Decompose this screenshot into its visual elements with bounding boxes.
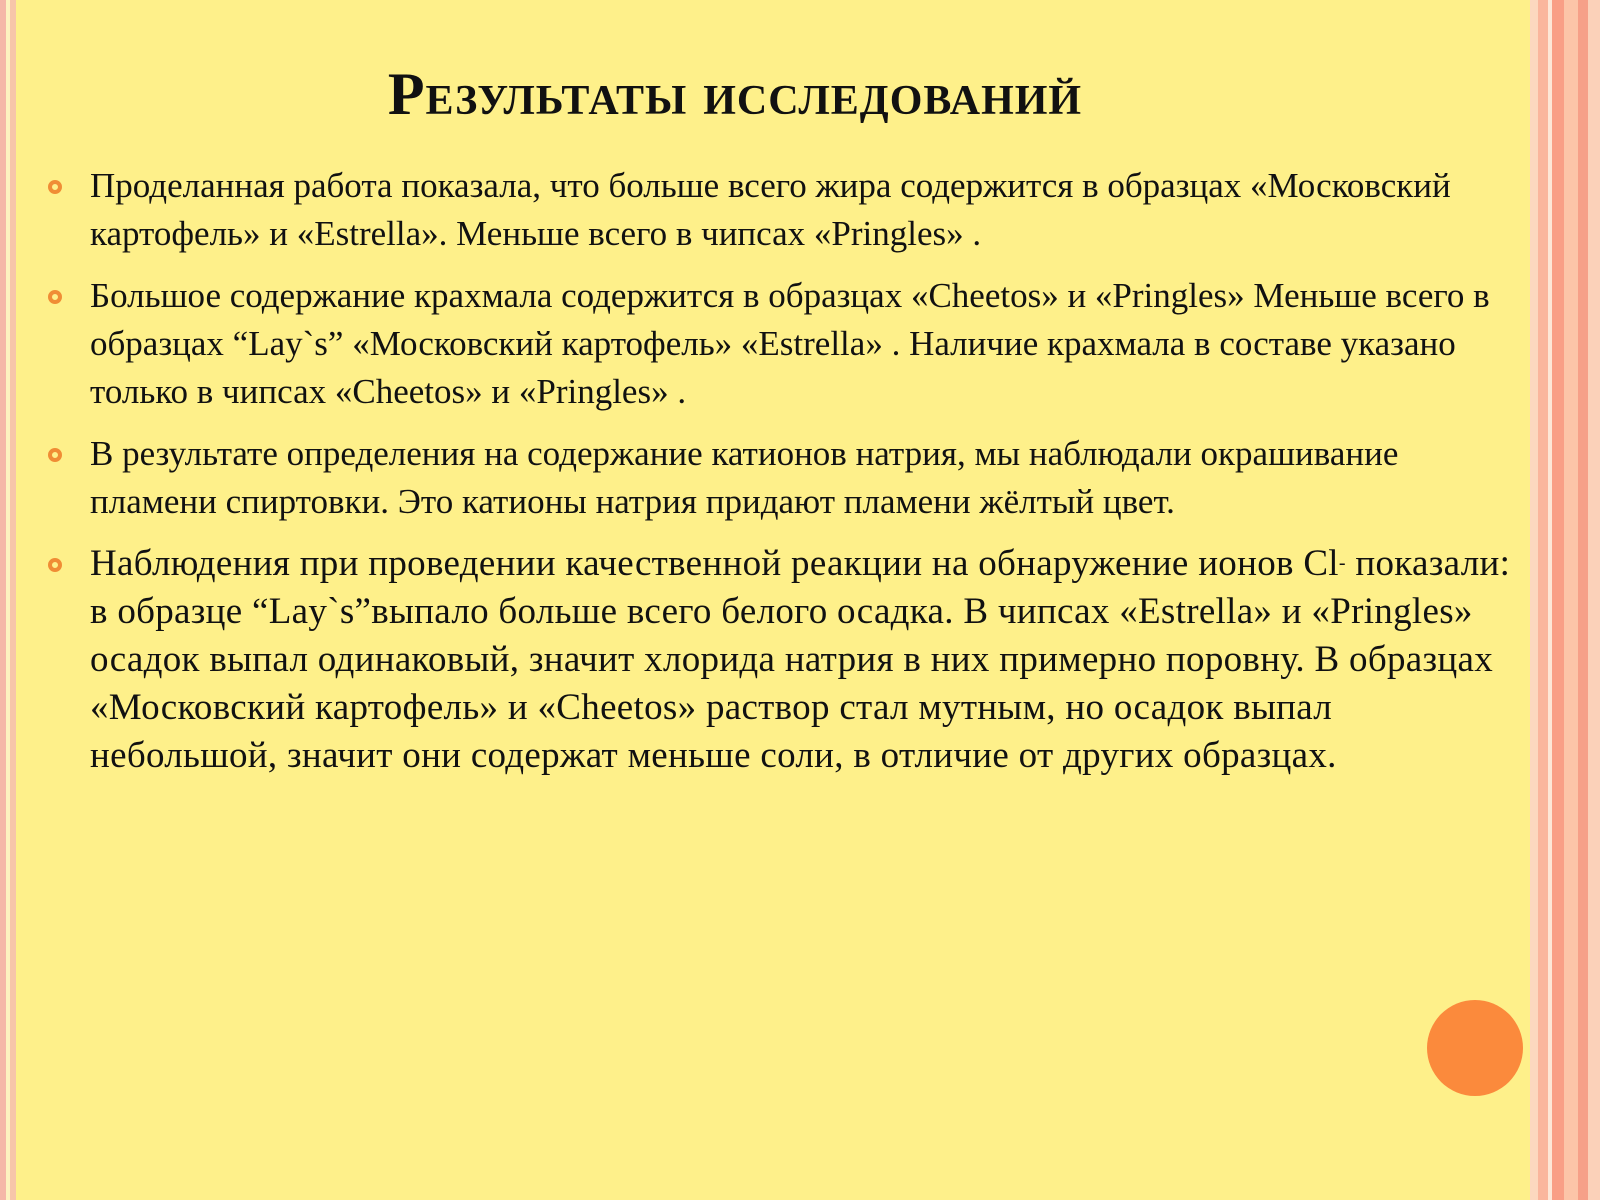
superscript-minus: - <box>1338 552 1346 574</box>
left-border-stripe <box>10 0 16 1200</box>
bullet-item-starch <box>48 272 1528 416</box>
bullet-ring-icon <box>48 290 62 304</box>
bullet-text: Большое содержание крахмала содержится в образцах «Cheetos» и «Pringles» Меньше всего в образцах “Lay`s” «Московский картофель» «Estrella» . Наличие крахмала в составе указано только в чипсах «Cheetos» и «Pringles» . <box>90 276 1490 411</box>
right-border-stripe <box>1588 0 1600 1200</box>
bullet-item-fat <box>48 162 1528 258</box>
bullet-item-chloride <box>48 540 1528 780</box>
bullet-text-part: показали: в образце “Lay`s”выпало больше всего белого осадка. В чипсах «Estrella» и «Pringles» осадок выпал одинаковый, значит хлорида натрия в них примерно поровну. В образцах «Московский картофель» и «Cheetos» раствор стал мутным, но осадок выпал небольшой, значит они содержат меньше соли, в отличие от других образцах. <box>90 543 1511 776</box>
bullet-text <box>90 540 1528 780</box>
bullet-text-part: Наблюдения при проведении качественной реакции на обнаружение ионов Cl <box>90 543 1339 584</box>
bullet-text: В результате определения на содержание катионов натрия, мы наблюдали окрашивание пламени спиртовки. Это катионы натрия придают пламени жёлтый цвет. <box>90 434 1399 521</box>
right-border-stripe <box>1552 0 1564 1200</box>
bullet-ring-icon <box>48 180 62 194</box>
bullet-text: Проделанная работа показала, что больше всего жира содержится в образцах «Московский картофель» и «Estrella». Меньше всего в чипсах «Pringles» . <box>90 166 1451 253</box>
right-border-stripe <box>1564 0 1578 1200</box>
right-border-stripe <box>1538 0 1548 1200</box>
right-border-stripe <box>1530 0 1538 1200</box>
bullet-list <box>48 162 1528 794</box>
right-border-stripe <box>1578 0 1588 1200</box>
bullet-ring-icon <box>48 448 62 462</box>
bullet-ring-icon <box>48 558 62 572</box>
decorative-circle <box>1427 1000 1523 1096</box>
slide-title: Результаты исследований <box>387 61 1083 127</box>
bullet-item-sodium <box>48 430 1528 526</box>
